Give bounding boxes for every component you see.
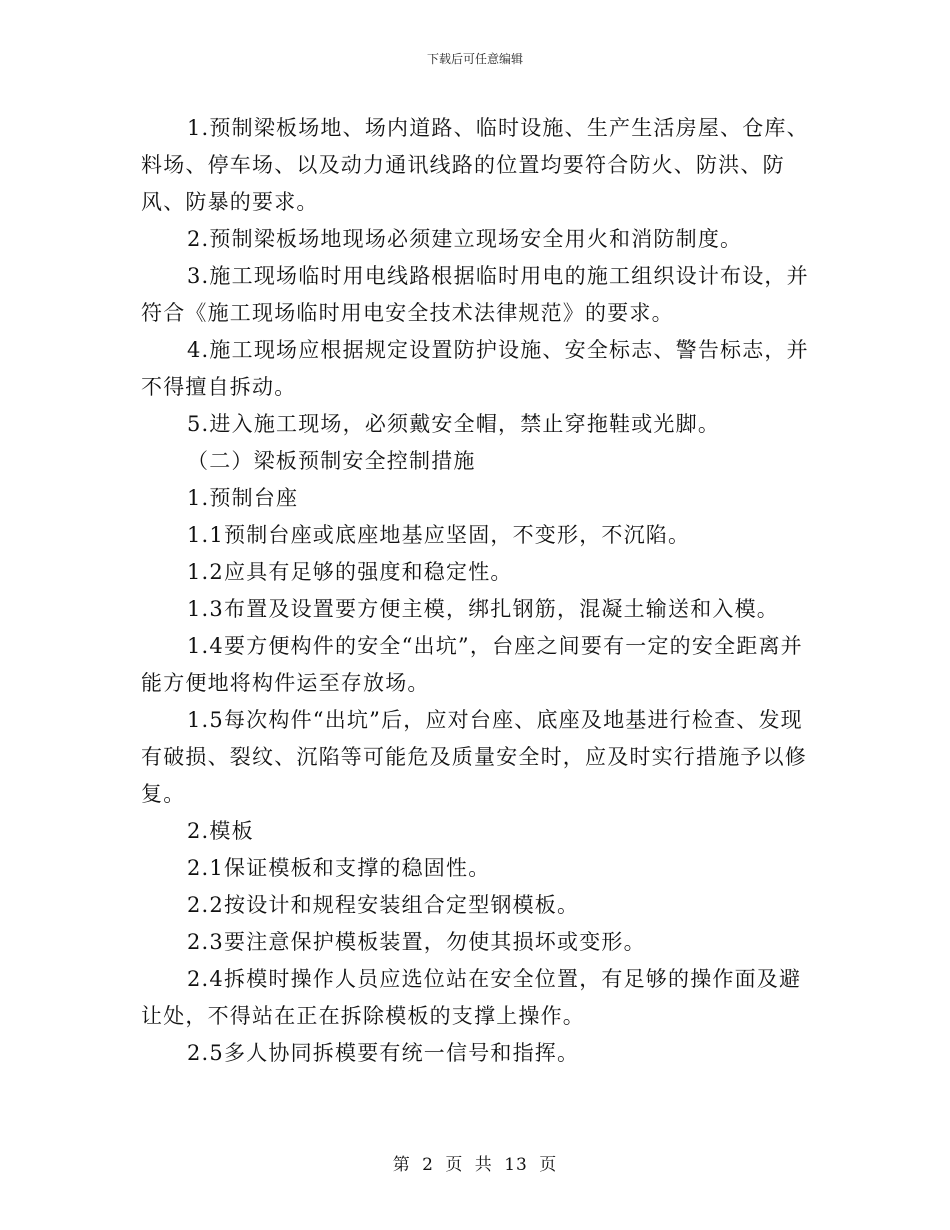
subsection-heading: 1.预制台座	[187, 486, 299, 510]
paragraph: 4.施工现场应根据规定设置防护设施、安全标志、警告标志，并不得擅自拆动。	[141, 338, 809, 399]
paragraph: 2.2按设计和规程安装组合定型钢模板。	[187, 893, 580, 917]
paragraph: 1.3布置及设置要方便主模，绑扎钢筋，混凝土输送和入模。	[187, 597, 779, 621]
paragraph: 1.4要方便构件的安全“出坑”，台座之间要有一定的安全距离并能方便地将构件运至存放场。	[141, 634, 803, 695]
document-body	[141, 110, 821, 1072]
paragraph: 2.5多人协同拆模要有统一信号和指挥。	[187, 1041, 580, 1065]
paragraph: 1.1预制台座或底座地基应坚固，不变形，不沉陷。	[187, 523, 691, 547]
paragraph: 2.1保证模板和支撑的稳固性。	[187, 856, 491, 880]
paragraph: 2.4拆模时操作人员应选位站在安全位置，有足够的操作面及避让处，不得站在正在拆除模板的支撑上操作。	[141, 967, 802, 1028]
paragraph: 1.2应具有足够的强度和稳定性。	[187, 560, 513, 584]
paragraph: 3.施工现场临时用电线路根据临时用电的施工组织设计布设，并符合《施工现场临时用电安全技术法律规范》的要求。	[141, 264, 809, 325]
paragraph: 2.预制梁板场地现场必须建立现场安全用火和消防制度。	[187, 227, 743, 251]
paragraph: 5.进入施工现场，必须戴安全帽，禁止穿拖鞋或光脚。	[187, 412, 721, 436]
page-header: 下载后可任意编辑	[426, 52, 523, 66]
section-heading: （二）梁板预制安全控制措施	[187, 449, 476, 473]
subsection-heading: 2.模板	[187, 819, 254, 843]
paragraph: 2.3要注意保护模板装置，勿使其损坏或变形。	[187, 930, 646, 954]
paragraph: 1.预制梁板场地、场内道路、临时设施、生产生活房屋、仓库、料场、停车场、以及动力通讯线路的位置均要符合防火、防洪、防风、防暴的要求。	[141, 116, 809, 214]
page-number-footer: 第 2 页 共 13 页	[392, 1155, 558, 1175]
paragraph: 1.5每次构件“出坑”后，应对台座、底座及地基进行检查、发现有破损、裂纹、沉陷等可能危及质量安全时，应及时实行措施予以修复。	[141, 708, 807, 806]
